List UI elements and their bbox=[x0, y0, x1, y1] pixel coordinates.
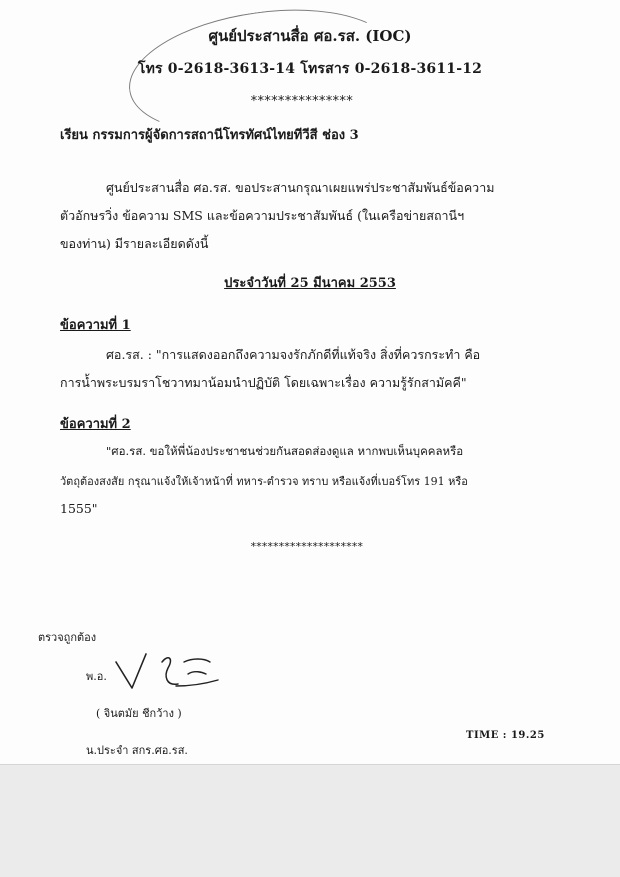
intro-line-3: ของท่าน) มีรายละเอียดดังนี้ bbox=[60, 236, 209, 251]
contact-phones: โทร 0-2618-3613-14 โทรสาร 0-2618-3611-12 bbox=[137, 61, 483, 77]
header-separator: *************** bbox=[250, 94, 353, 109]
time-stamp: TIME : 19.25 bbox=[466, 730, 545, 741]
message-2-heading: ข้อความที่ 2 bbox=[60, 417, 131, 432]
verified-label: ตรวจถูกต้อง bbox=[38, 631, 97, 644]
message-2-line-2: วัตถุต้องสงสัย กรุณาแจ้งให้เจ้าหน้าที่ ทหาร-ตำรวจ ทราบ หรือแจ้งที่เบอร์โทร 191 หรือ bbox=[60, 475, 468, 488]
document-title: ศูนย์ประสานสื่อ ศอ.รส. (IOC) bbox=[208, 27, 412, 45]
intro-line-2: ตัวอักษรวิ่ง ข้อความ SMS และข้อความประชาสัมพันธ์ (ในเครือข่ายสถานีฯ bbox=[60, 208, 465, 223]
signer-rank: พ.อ. bbox=[86, 670, 107, 683]
message-1-heading: ข้อความที่ 1 bbox=[60, 318, 131, 333]
message-1-line-1: ศอ.รส. : "การแสดงออกถึงความจงรักภักดีที่แท้จริง สิ่งที่ควรกระทำ คือ bbox=[106, 347, 481, 362]
intro-line-1: ศูนย์ประสานสื่อ ศอ.รส. ขอประสานกรุณาเผยแพร่ประชาสัมพันธ์ข้อความ bbox=[106, 180, 495, 195]
date-heading: ประจำวันที่ 25 มีนาคม 2553 bbox=[224, 276, 396, 291]
message-2-line-1: "ศอ.รส. ขอให้พี่น้องประชาชนช่วยกันสอดส่องดูแล หากพบเห็นบุคคลหรือ bbox=[106, 444, 464, 458]
recipient-line: เรียน กรรมการผู้จัดการสถานีโทรทัศน์ไทยทีวีสี ช่อง 3 bbox=[60, 128, 359, 143]
scan-edge bbox=[0, 765, 620, 877]
signer-position: น.ประจำ สกร.ศอ.รส. bbox=[86, 744, 188, 757]
footer-separator: ******************** bbox=[250, 540, 363, 553]
signer-name: ( จินตมัย ชีกว้าง ) bbox=[96, 707, 182, 720]
handwritten-signature bbox=[112, 650, 222, 698]
message-1-line-2: การน้ำพระบรมราโชวาทมาน้อมนำปฏิบัติ โดยเฉพาะเรื่อง ความรู้รักสามัคคี" bbox=[60, 375, 467, 390]
message-2-line-3: 1555" bbox=[60, 501, 98, 516]
